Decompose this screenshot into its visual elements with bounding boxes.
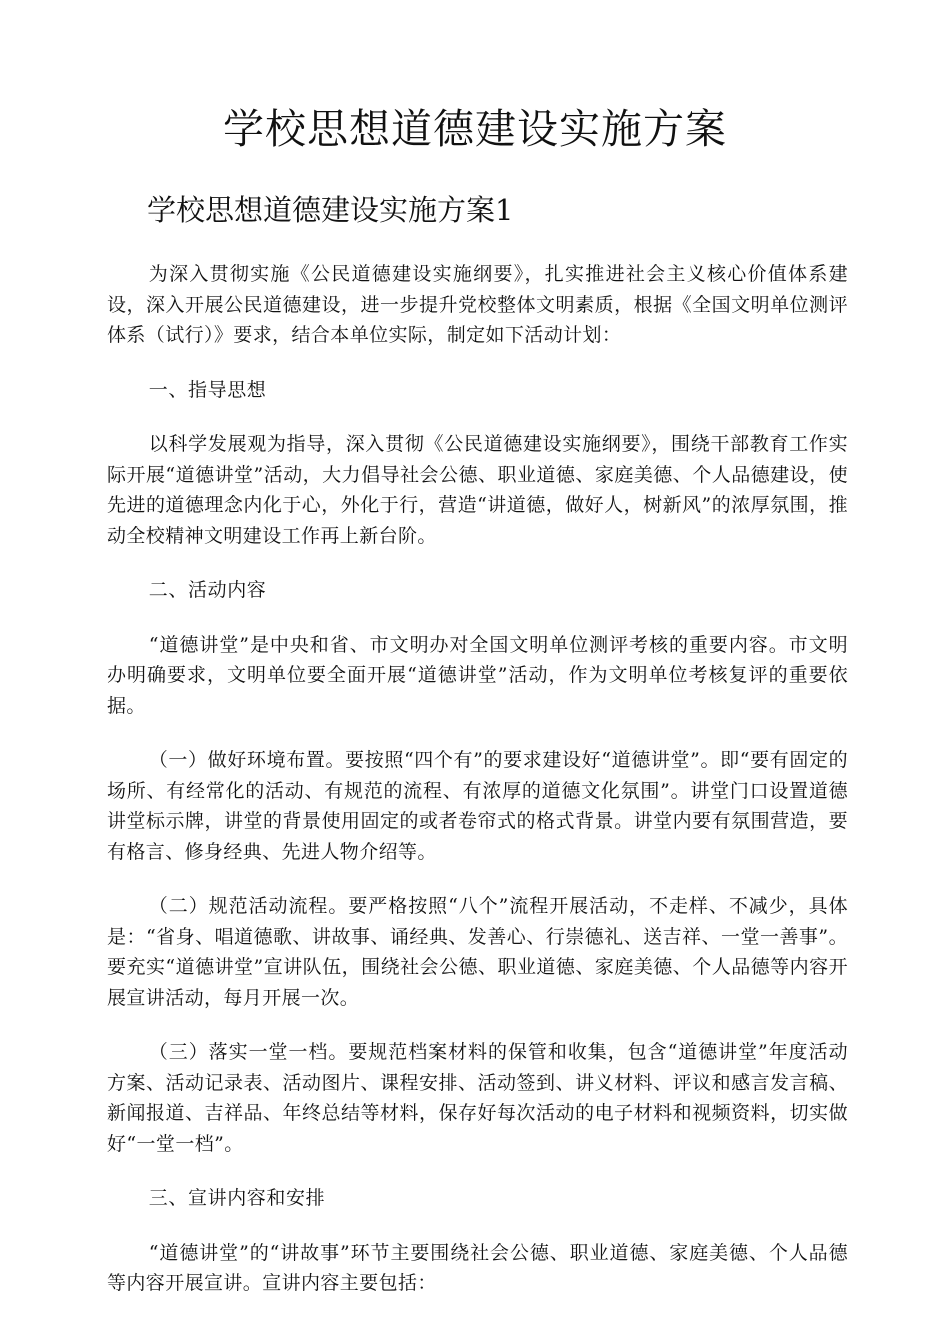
document-title: 学校思想道德建设实施方案 [223, 105, 727, 153]
archive-paragraph: （三）落实一堂一档。要规范档案材料的保管和收集，包含“道德讲堂”年度活动方案、活动记录表、活动图片、课程安排、活动签到、讲义材料、评议和感言发言稿、新闻报道、吉祥品、年终总结等材料，保存好每次活动的电子材料和视频资料，切实做好“一堂一档”。 [107, 1041, 848, 1155]
lecture-content-paragraph: “道德讲堂”的“讲故事”环节主要围绕社会公德、职业道德、家庭美德、个人品德等内容开展宣讲。宣讲内容主要包括： [107, 1241, 848, 1294]
heading-guiding-ideology: 一、指导思想 [148, 378, 267, 401]
section-title: 学校思想道德建设实施方案1 [147, 193, 514, 227]
activity-process-paragraph: （二）规范活动流程。要严格按照“八个”流程开展活动，不走样、不减少，具体是：“省身、唱道德歌、讲故事、诵经典、发善心、行崇德礼、送吉祥、一堂一善事”。要充实“道德讲堂”宣讲队伍，围绕社会公德、职业道德、家庭美德、个人品德等内容开展宣讲活动，每月开展一次。 [107, 895, 848, 1009]
heading-activity-content: 二、活动内容 [148, 579, 267, 601]
intro-paragraph: 为深入贯彻实施《公民道德建设实施纲要》，扎实推进社会主义核心价值体系建设，深入开展公民道德建设，进一步提升党校整体文明素质，根据《全国文明单位测评体系（试行）》要求，结合本单位实际，制定如下活动计划： [107, 263, 848, 346]
guiding-ideology-paragraph: 以科学发展观为指导，深入贯彻《公民道德建设实施纲要》，围绕干部教育工作实际开展“道德讲堂”活动，大力倡导社会公德、职业道德、家庭美德、个人品德建设，使先进的道德理念内化于心，外化于行，营造“讲道德，做好人，树新风”的浓厚氛围，推动全校精神文明建设工作再上新台阶。 [107, 433, 848, 547]
heading-lecture-content: 三、宣讲内容和安排 [148, 1187, 326, 1209]
activity-content-paragraph: “道德讲堂”是中央和省、市文明办对全国文明单位测评考核的重要内容。市文明办明确要求，文明单位要全面开展“道德讲堂”活动，作为文明单位考核复评的重要依据。 [107, 633, 848, 717]
document-body [107, 259, 848, 1323]
environment-layout-paragraph: （一）做好环境布置。要按照“四个有”的要求建设好“道德讲堂”。即“要有固定的场所、有经常化的活动、有规范的流程、有浓厚的道德文化氛围”。讲堂门口设置道德讲堂标示牌，讲堂的背景使用固定的或者卷帘式的格式背景。讲堂内要有氛围营造，要有格言、修身经典、先进人物介绍等。 [107, 749, 848, 863]
